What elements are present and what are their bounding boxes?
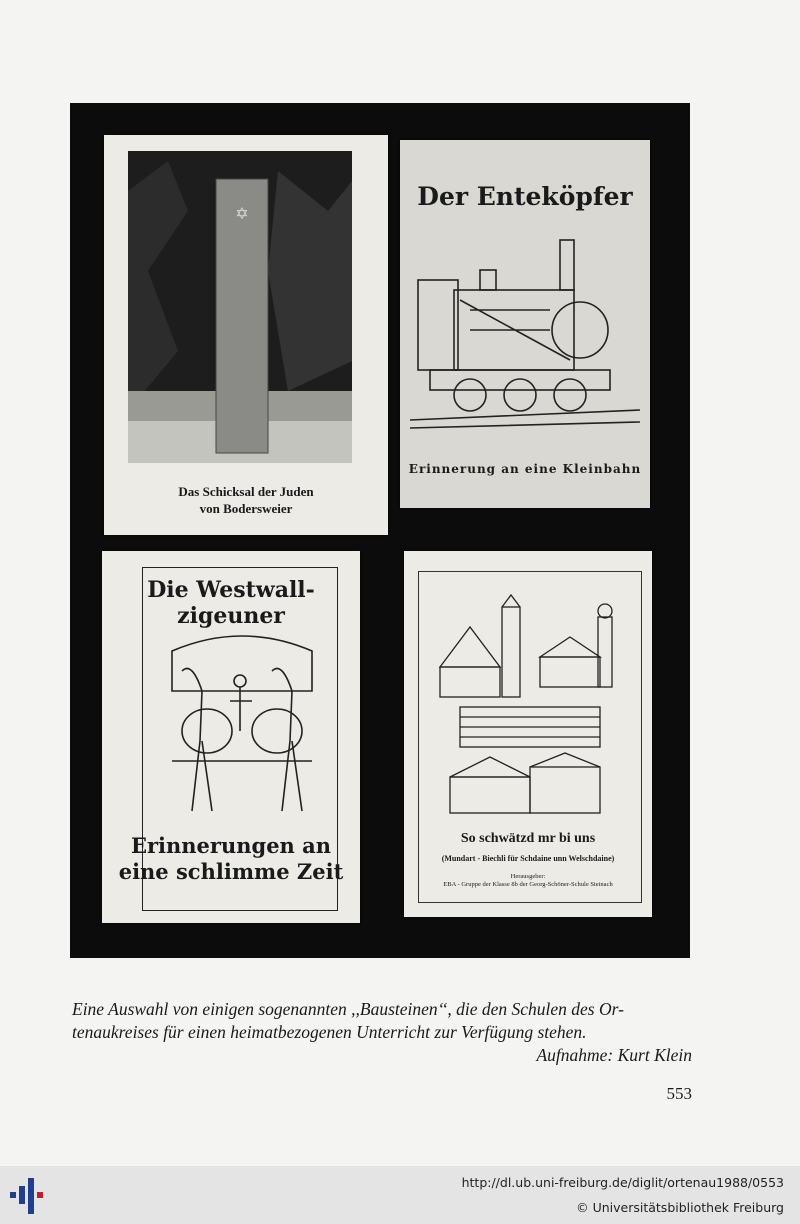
memorial-photo xyxy=(128,151,352,463)
page-number: 553 xyxy=(666,1084,692,1103)
book-covers-photo xyxy=(70,103,690,958)
card4-subtitle: (Mundart - Biechli für Schdaine unn Welschdaine) xyxy=(441,854,615,863)
footer-bar xyxy=(0,1166,800,1224)
card3-title-line1: Die Westwall- xyxy=(147,577,315,603)
horse-cart-drawing xyxy=(162,631,322,821)
cover-entekoepfer xyxy=(400,140,650,508)
cover-juden-bodersweier xyxy=(104,135,388,535)
ub-freiburg-logo-icon xyxy=(10,1178,50,1214)
card2-subtitle: Erinnerung an eine Kleinbahn xyxy=(408,462,642,476)
caption-line2: tenaukreises für einen heimatbezogenen Unterricht zur Verfügung stehen. xyxy=(72,1022,587,1042)
cover-so-schwaetzd-mr xyxy=(404,551,652,917)
card3-title-line2: zigeuner xyxy=(177,603,285,629)
card2-title: Der Enteköpfer xyxy=(417,182,633,211)
card3-subtitle-line1: Erinnerungen an xyxy=(130,833,332,858)
photo-credit: Aufnahme: Kurt Klein xyxy=(536,1045,692,1065)
card3-title xyxy=(102,577,360,629)
permalink-url[interactable]: http://dl.ub.uni-freiburg.de/diglit/ortenau1988/0553 xyxy=(461,1175,784,1190)
figure-caption xyxy=(72,998,692,1067)
copyright-notice: © Universitätsbibliothek Freiburg xyxy=(576,1200,784,1215)
buildings-drawing xyxy=(430,587,630,817)
card4-title: So schwätzd mr bi uns xyxy=(460,831,596,846)
svg-text:✡: ✡ xyxy=(235,206,249,223)
card4-editor xyxy=(404,873,652,889)
locomotive-drawing xyxy=(410,230,640,430)
card3-subtitle-line2: eine schlimme Zeit xyxy=(118,859,344,884)
card4-editor-name: EBA - Gruppe der Klasse 8b der Georg-Schöner-Schule Steinach xyxy=(443,881,613,888)
card1-caption-line2: von Bodersweier xyxy=(199,501,293,516)
caption-line1: Eine Auswahl von einigen sogenannten ,,Bausteinen‘‘, die den Schulen des Or- xyxy=(72,999,624,1019)
card3-subtitle xyxy=(102,833,360,885)
card1-caption xyxy=(104,483,388,517)
cover-westwall-zigeuner xyxy=(102,551,360,923)
card4-editor-label: Herausgeber: xyxy=(510,873,546,880)
card1-caption-line1: Das Schicksal der Juden xyxy=(178,484,314,499)
